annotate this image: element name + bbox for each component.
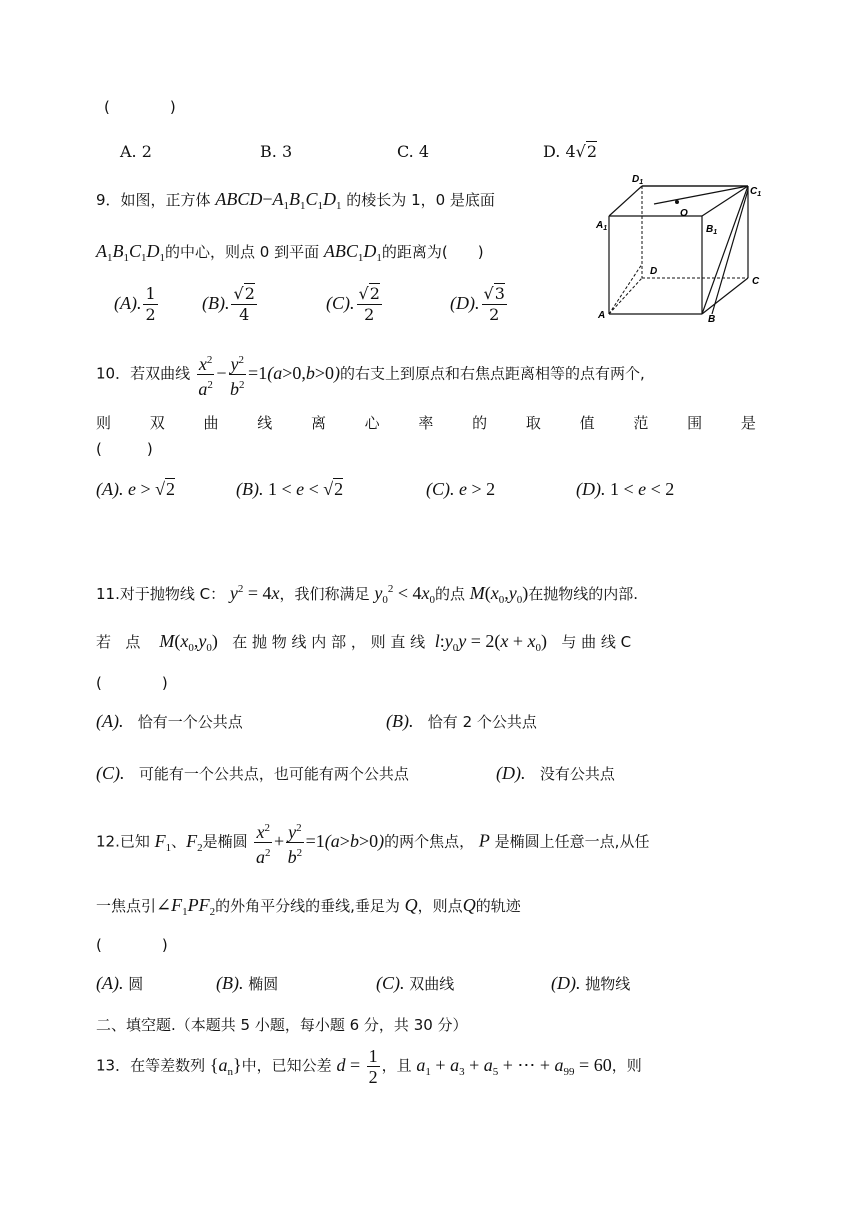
q8-paren: ( ) [104,98,176,116]
q11-option-a: (A). 恰有一个公共点 [96,711,243,731]
q9-cube-formula: $ABCD-A_1B_1C_1D_1$ [215,189,342,212]
q10-line1: 10．若双曲线 $\frac{x^2}{a^2}$ − $\frac{y^2}{b^2}$ =1(a>0,b>0)的右支上到原点和右焦点距离相等的点有两个, [96,350,645,396]
cube-label-a: A [598,310,606,321]
q9-line1: 9．如图，正方体 $ABCD-A_1B_1C_1D_1$ 的棱长为 1，0 是底面 [96,189,495,212]
q9-option-a: (A). $\frac{1}{2}$ [114,284,156,324]
cube-label-a1: $A_1$ [596,220,608,232]
cube-figure [592,172,772,324]
q10-paren: ( ) [96,440,153,458]
q11-paren: ( ) [96,674,168,692]
q8-option-d: D. 4√2 [543,142,598,161]
q13-line1: 13．在等差数列 $\{a_n\}$中，已知公差 d = $\frac{1}{2}$ ，且 $a_1 + a_3 + a_5$ + ⋯ + $a_{99} = 60$，则 [96,1046,642,1087]
q11-options-row1 [96,710,537,733]
q9-option-d: (D). $\frac{√3}{2}$ [450,284,505,324]
q9-option-c: (C). $\frac{√2}{2}$ [326,284,380,324]
cube-label-c: C [752,276,760,287]
q10-option-a: (A). e > √2 [96,479,176,499]
q11-option-c: (C). 可能有一个公共点，也可能有两个公共点 [96,763,409,783]
q12-option-b: (B). 椭圆 [216,973,279,993]
cube-label-d1: $D_1$ [632,174,644,186]
q12-line1: 12.已知 $F_1$、$F_2$是椭圆 $\frac{x^2}{a^2}$ + $\frac{y^2}{b^2}$ =1(a>b>0)的两个焦点， P 是椭圆上任意一点,从任 [96,818,649,864]
q12-paren: ( ) [96,936,168,954]
q11-line2: 若 点 $M(x_0,y_0)$ 在 抛 物 线 内 部 ， 则 直 线 $l:y_0y = 2(x + x_0)$ 与 曲 线 C [96,631,632,654]
q8-option-a: A. 2 [120,142,152,161]
q11-option-d: (D). 没有公共点 [496,763,615,783]
q11-option-b: (B). 恰有 2 个公共点 [386,711,537,731]
q10-line2: 则 双 曲 线 离 心 率 的 取 值 范 围 是 [96,414,756,432]
q10-option-b: (B). 1 < e < √2 [236,479,344,499]
q10-options [96,478,675,501]
q9-line2: $A_1B_1C_1D_1$的中心，则点 0 到平面 $ABC_1D_1$的距离为( ) [96,241,484,264]
section-2-title: 二、填空题.（本题共 5 小题，每小题 6 分，共 30 分） [96,1016,468,1034]
q8-option-c: C. 4 [397,142,430,161]
q9-option-b: (B). $\frac{√2}{4}$ [202,284,255,324]
cube-label-o: O [680,208,688,219]
cube-label-d: D [650,266,658,277]
q10-option-c: (C). e > 2 [426,479,496,499]
q11-line1: 11.对于抛物线 C： $y^2 = 4x$，我们称满足 $y_0^2 < 4x_0$的点 $M(x_0,y_0)$在抛物线的内部. [96,583,639,606]
q8-option-b: B. 3 [260,142,293,161]
cube-label-c1: $C_1$ [750,186,762,198]
q9-options [114,284,505,330]
q10-option-d: (D). 1 < e < 2 [576,479,675,499]
q12-line2: 一焦点引$\angle F_1PF_2$的外角平分线的垂线,垂足为 Q，则点Q的轨迹 [96,895,521,918]
cube-label-b1: $B_1$ [706,224,718,236]
q12-option-d: (D). 抛物线 [551,973,631,993]
q12-options [96,972,631,995]
q12-option-c: (C). 双曲线 [376,973,455,993]
q12-option-a: (A). 圆 [96,973,144,993]
q8-options [120,141,598,163]
q11-options-row2 [96,762,615,785]
cube-label-b: B [708,314,716,324]
